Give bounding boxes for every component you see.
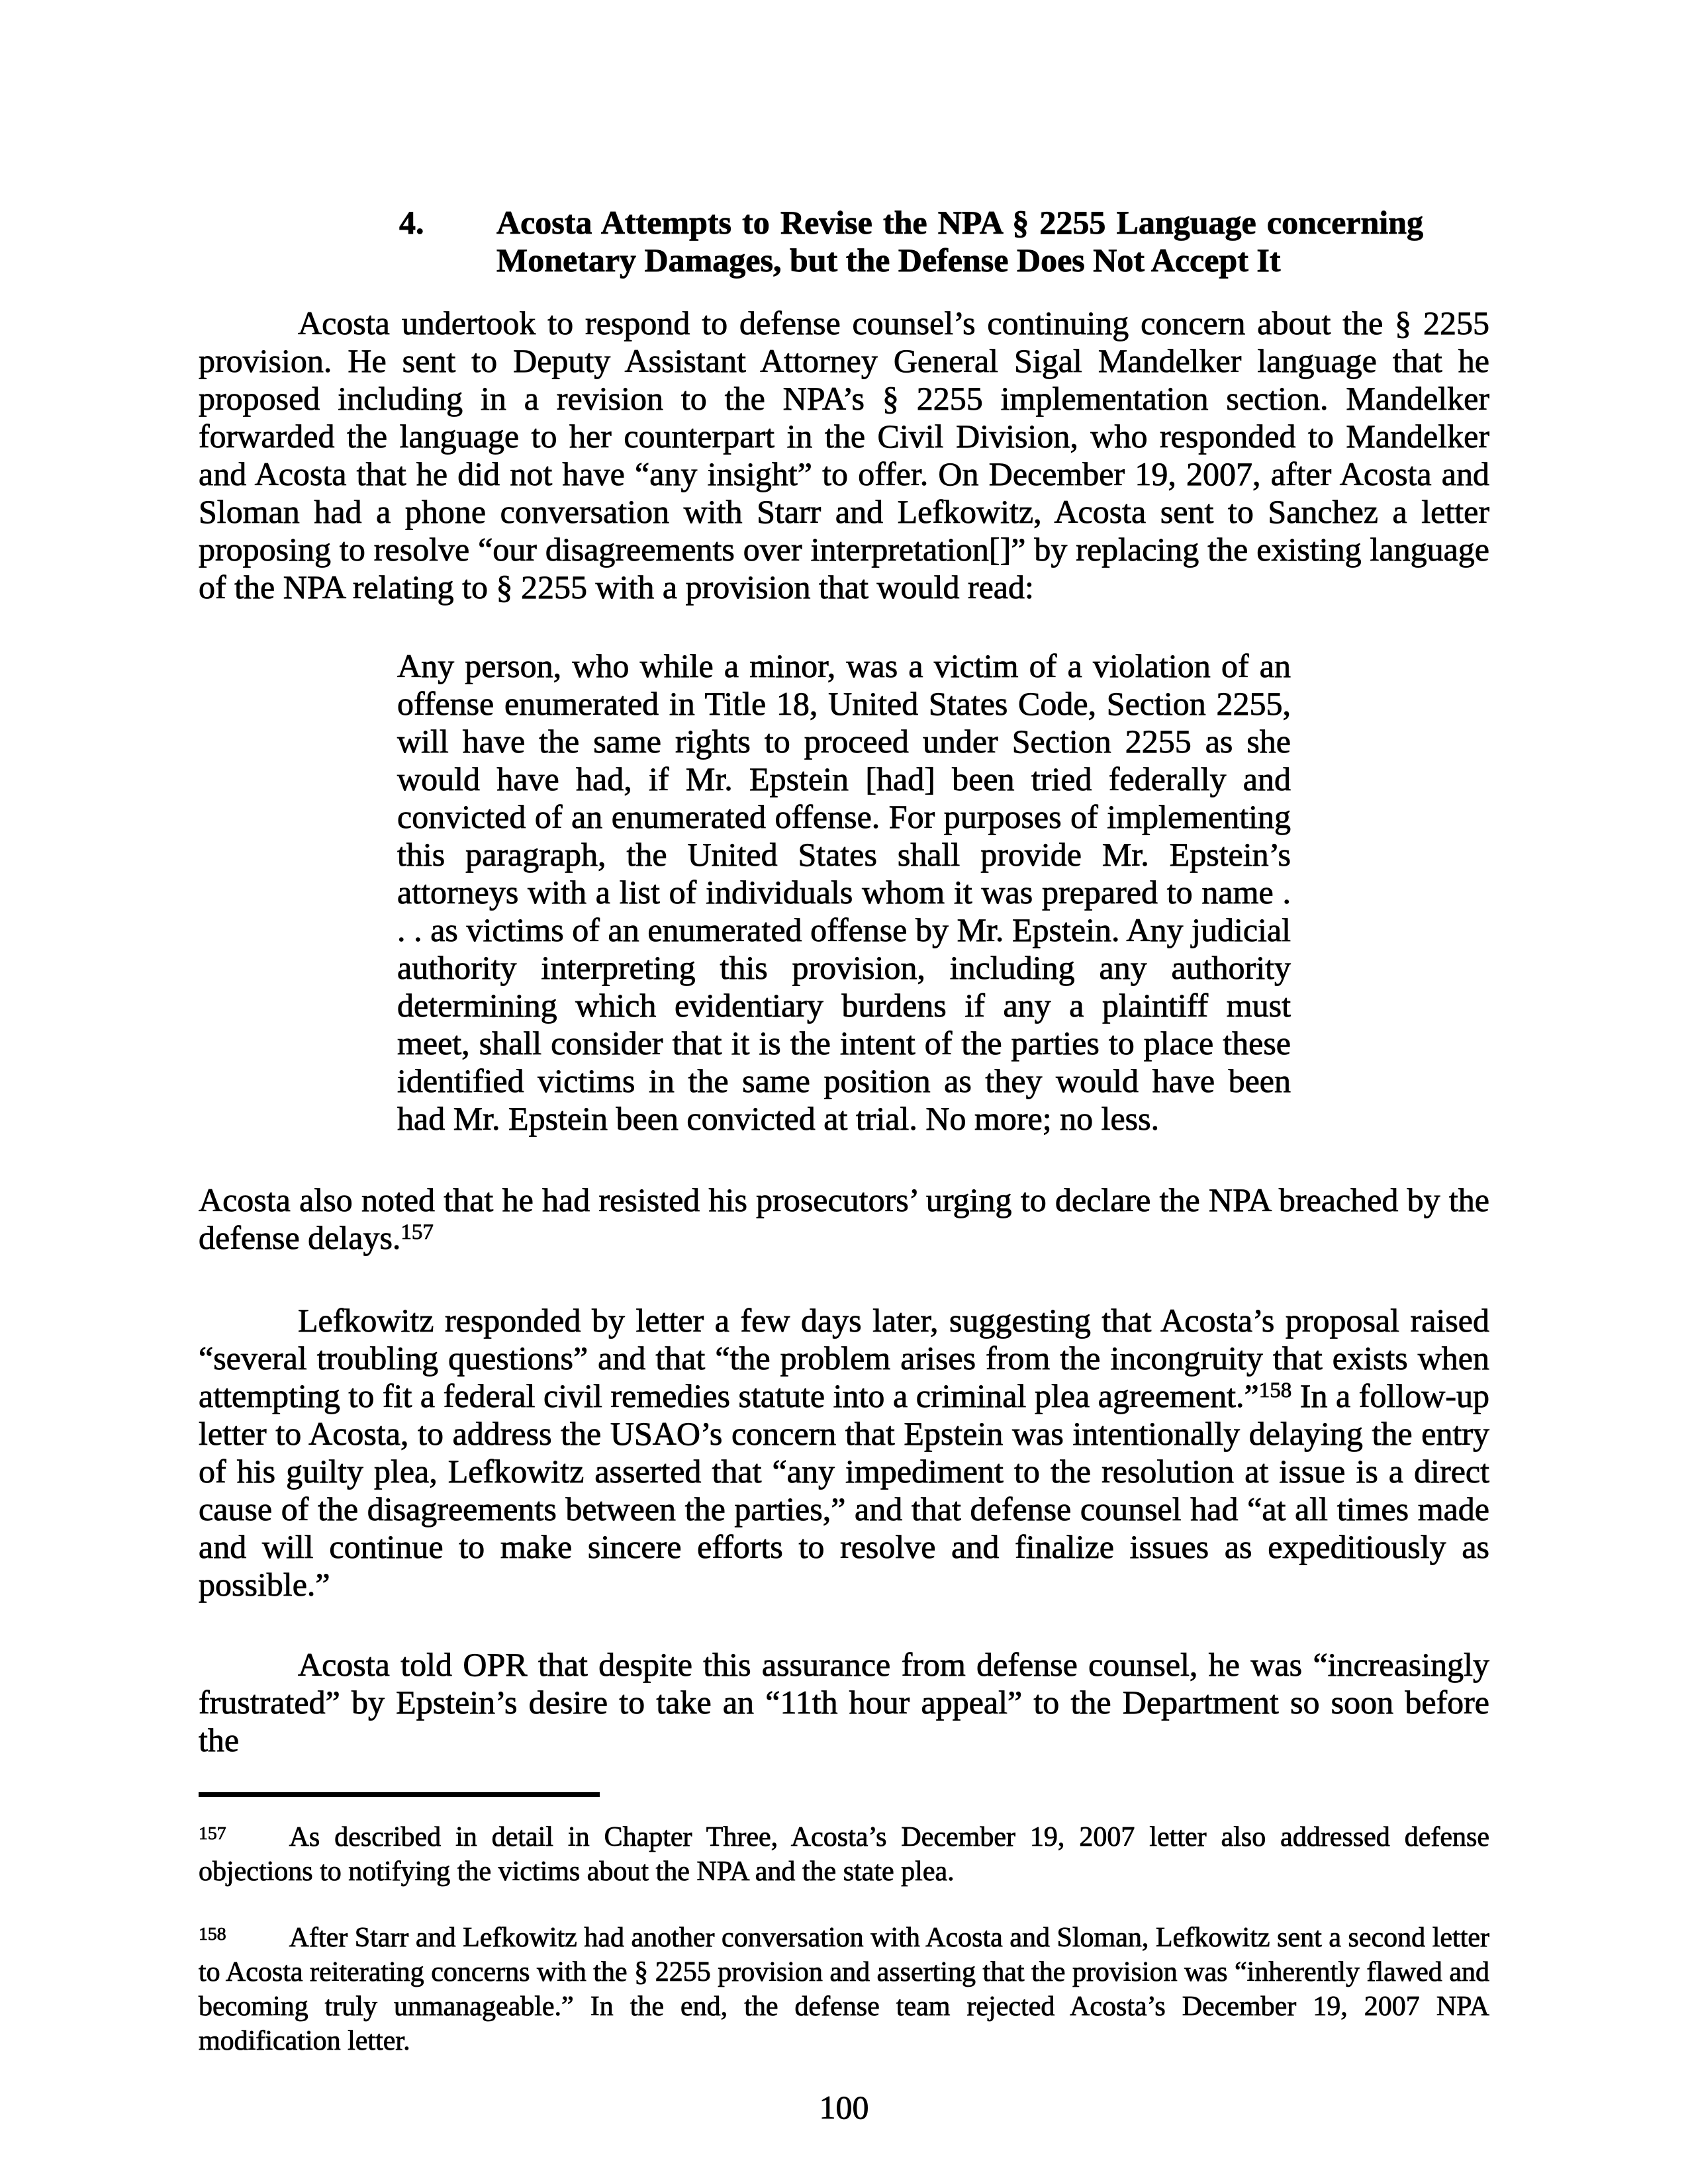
footnote-separator [199, 1792, 600, 1797]
paragraph-acosta-noted-text: Acosta also noted that he had resisted his prosecutors’ urging to declare the NPA breached by the defense delays. [199, 1181, 1489, 1256]
page-number: 100 [819, 2089, 869, 2126]
paragraph-lefkowitz-part2: In a follow-up letter to Acosta, to address the USAO’s concern that Epstein was intentionally delaying the entry of his guilty plea, Lefkowitz asserted that “any impediment to the resolution at issue is a direct cause of the disagreements between the parties,” and that defense counsel had “at all times made and will continue to make sincere efforts to resolve and finalize issues as expeditiously as possible.” [199, 1377, 1489, 1603]
paragraph-lefkowitz [199, 1302, 1489, 1604]
section-number: 4. [399, 204, 424, 241]
section-title-line2: Monetary Damages, but the Defense Does Not Accept It [496, 242, 1281, 279]
blockquote-provision: Any person, who while a minor, was a victim of a violation of an offense enumerated in Title 18, United States Code, Section 2255, will have the same rights to proceed under Section 2255 as she would have had, if Mr. Epstein [had] been tried federally and convicted of an enumerated offense. For purposes of implementing this paragraph, the United States shall provide Mr. Epstein’s attorneys with a list of individuals whom it was prepared to name . . . as victims of an enumerated offense by Mr. Epstein. Any judicial authority interpreting this provision, including any authority determining which evidentiary burdens if any a plaintiff must meet, shall consider that it is the intent of the parties to place these identified victims in the same position as they would have been had Mr. Epstein been convicted at trial. No more; no less. [397, 647, 1291, 1137]
section-title-line1: Acosta Attempts to Revise the NPA § 2255 Language concerning [496, 204, 1423, 241]
page-content [199, 204, 1489, 2126]
section-heading [399, 204, 1489, 279]
footnote-ref-158: 158 [1258, 1379, 1292, 1403]
paragraph-acosta-told-opr: Acosta told OPR that despite this assurance from defense counsel, he was “increasingly frustrated” by Epstein’s desire to take an “11th hour appeal” to the Department so soon before the [199, 1646, 1489, 1758]
paragraph-acosta-noted [199, 1181, 1489, 1257]
footnote-158-text: After Starr and Lefkowitz had another conversation with Acosta and Sloman, Lefkowitz sent a second letter to Acosta reiterating concerns with the § 2255 provision and asserting that the provision was “inherently flawed and becoming truly unmanageable.” In the end, the defense team rejected Acosta’s December 19, 2007 NPA modification letter. [199, 1923, 1489, 2056]
paragraph-intro: Acosta undertook to respond to defense counsel’s continuing concern about the § 2255 provision. He sent to Deputy Assistant Attorney General Sigal Mandelker language that he proposed including in a revision to the NPA’s § 2255 implementation section. Mandelker forwarded the language to her counterpart in the Civil Division, who responded to Mandelker and Acosta that he did not have “any insight” to offer. On December 19, 2007, after Acosta and Sloman had a phone conversation with Starr and Lefkowitz, Acosta sent to Sanchez a letter proposing to resolve “our disagreements over interpretation[]” by replacing the existing language of the NPA relating to § 2255 with a provision that would read: [199, 304, 1489, 606]
footnote-158 [199, 1921, 1489, 2058]
footnote-157-number: 157 [199, 1823, 226, 1844]
footnote-ref-157: 157 [400, 1220, 434, 1245]
section-title [496, 204, 1423, 279]
footnote-157 [199, 1820, 1489, 1889]
footnote-157-text: As described in detail in Chapter Three, Acosta’s December 19, 2007 letter also addressed defense objections to notifying the victims about the NPA and the state plea. [199, 1822, 1489, 1887]
paragraph-lefkowitz-part1: Lefkowitz responded by letter a few days later, suggesting that Acosta’s proposal raised “several troubling questions” and that “the problem arises from the incongruity that exists when attempting to fit a federal civil remedies statute into a criminal plea agreement.” [199, 1302, 1489, 1414]
footnote-158-number: 158 [199, 1923, 226, 1944]
